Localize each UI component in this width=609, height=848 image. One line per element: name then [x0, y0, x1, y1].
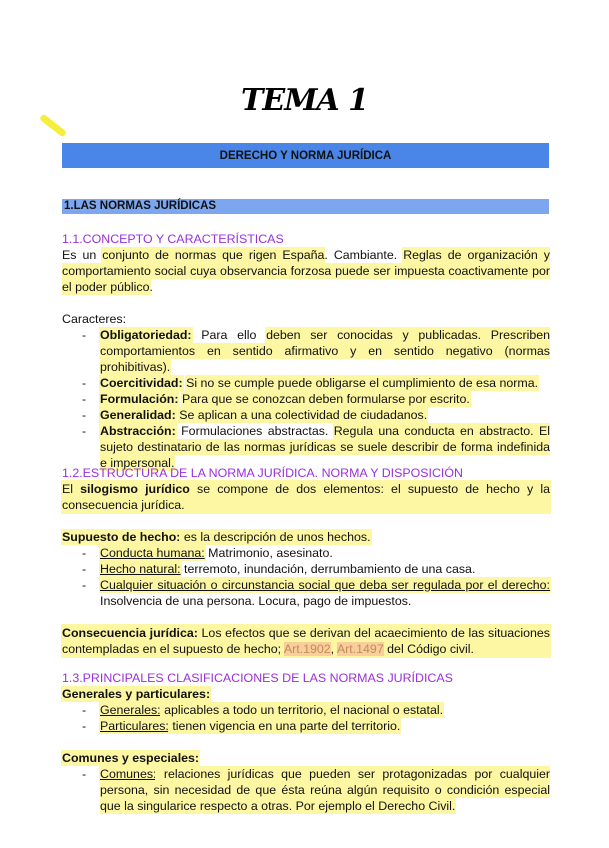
section-1-1 — [62, 231, 550, 471]
list-item: - Obligatoriedad: Para ello deben ser conocidas y publicadas. Prescriben comportamientos en sentido afirmativo y en sentido negativo (normas prohibitivas). — [62, 327, 550, 375]
paragraph-definition: Es un conjunto de normas que rigen España. Cambiante. Reglas de organización y comportamiento social cuya observancia forzosa puede ser impuesta coactivamente por el poder público. — [62, 248, 550, 294]
list-item: - Comunes: relaciones jurídicas que pueden ser protagonizadas por cualquier persona, sin necesidad de que ésta reúna algún requisito o condición especial que la singularice respecto a otras. Por ejemplo el Derecho Civil. — [62, 766, 550, 814]
header-bar — [62, 143, 549, 168]
paragraph-silogismo: El silogismo jurídico se compone de dos elementos: el supuesto de hecho y la consecuencia jurídica. — [62, 482, 550, 512]
page-title: TEMA 1 — [241, 83, 368, 118]
list-item: - Generales: aplicables a todo un territorio, el nacional o estatal. — [62, 702, 550, 718]
paragraph-consecuencia: Consecuencia jurídica: Los efectos que se derivan del acaecimiento de las situaciones contempladas en el supuesto de hecho; Art.1902, Art.1497 del Código civil. — [62, 626, 550, 656]
section-heading: 1.LAS NORMAS JURÍDICAS — [64, 200, 217, 212]
group-title: Generales y particulares: — [62, 687, 211, 701]
subheading-1-3: 1.3.PRINCIPALES CLASIFICACIONES DE LAS NORMAS JURÍDICAS — [62, 671, 453, 685]
list-item: - Coercitividad: Si no se cumple puede obligarse el cumplimiento de esa norma. — [62, 375, 550, 391]
list-item: - Generalidad: Se aplican a una colectividad de ciudadanos. — [62, 407, 550, 423]
section-1-2 — [62, 465, 550, 657]
supuesto-list — [62, 545, 550, 609]
supuesto-line: Supuesto de hecho: es la descripción de unos hechos. — [62, 530, 371, 544]
section-bar — [62, 199, 549, 214]
list-item: - Hecho natural: terremoto, inundación, derrumbamiento de una casa. — [62, 561, 550, 577]
group-title: Comunes y especiales: — [62, 751, 200, 765]
section-1-3 — [62, 670, 550, 814]
list-item: - Cualquier situación o circunstancia social que deba ser regulada por el derecho: Insolvencia de una persona. Locura, pago de impuestos. — [62, 577, 550, 609]
subheading-1-2: 1.2.ESTRUCTURA DE LA NORMA JURÍDICA. NORMA Y DISPOSICIÓN — [62, 466, 463, 480]
group2-list — [62, 766, 550, 814]
list-item: - Formulación: Para que se conozcan deben formularse por escrito. — [62, 391, 550, 407]
list-item: - Conducta humana: Matrimonio, asesinato. — [62, 545, 550, 561]
caracteres-list — [62, 327, 550, 471]
list-item: - Abstracción: Formulaciones abstractas. Regula una conducta en abstracto. El sujeto destinatario de las normas jurídicas se suele describir de forma indefinida e impersonal. — [62, 423, 550, 471]
subheading-1-1: 1.1.CONCEPTO Y CARACTERÍSTICAS — [62, 232, 284, 246]
caracteres-label: Caracteres: — [62, 312, 127, 326]
list-item: - Particulares: tienen vigencia en una parte del territorio. — [62, 718, 550, 734]
header-bar-text: DERECHO Y NORMA JURÍDICA — [219, 150, 392, 162]
group1-list — [62, 702, 550, 734]
